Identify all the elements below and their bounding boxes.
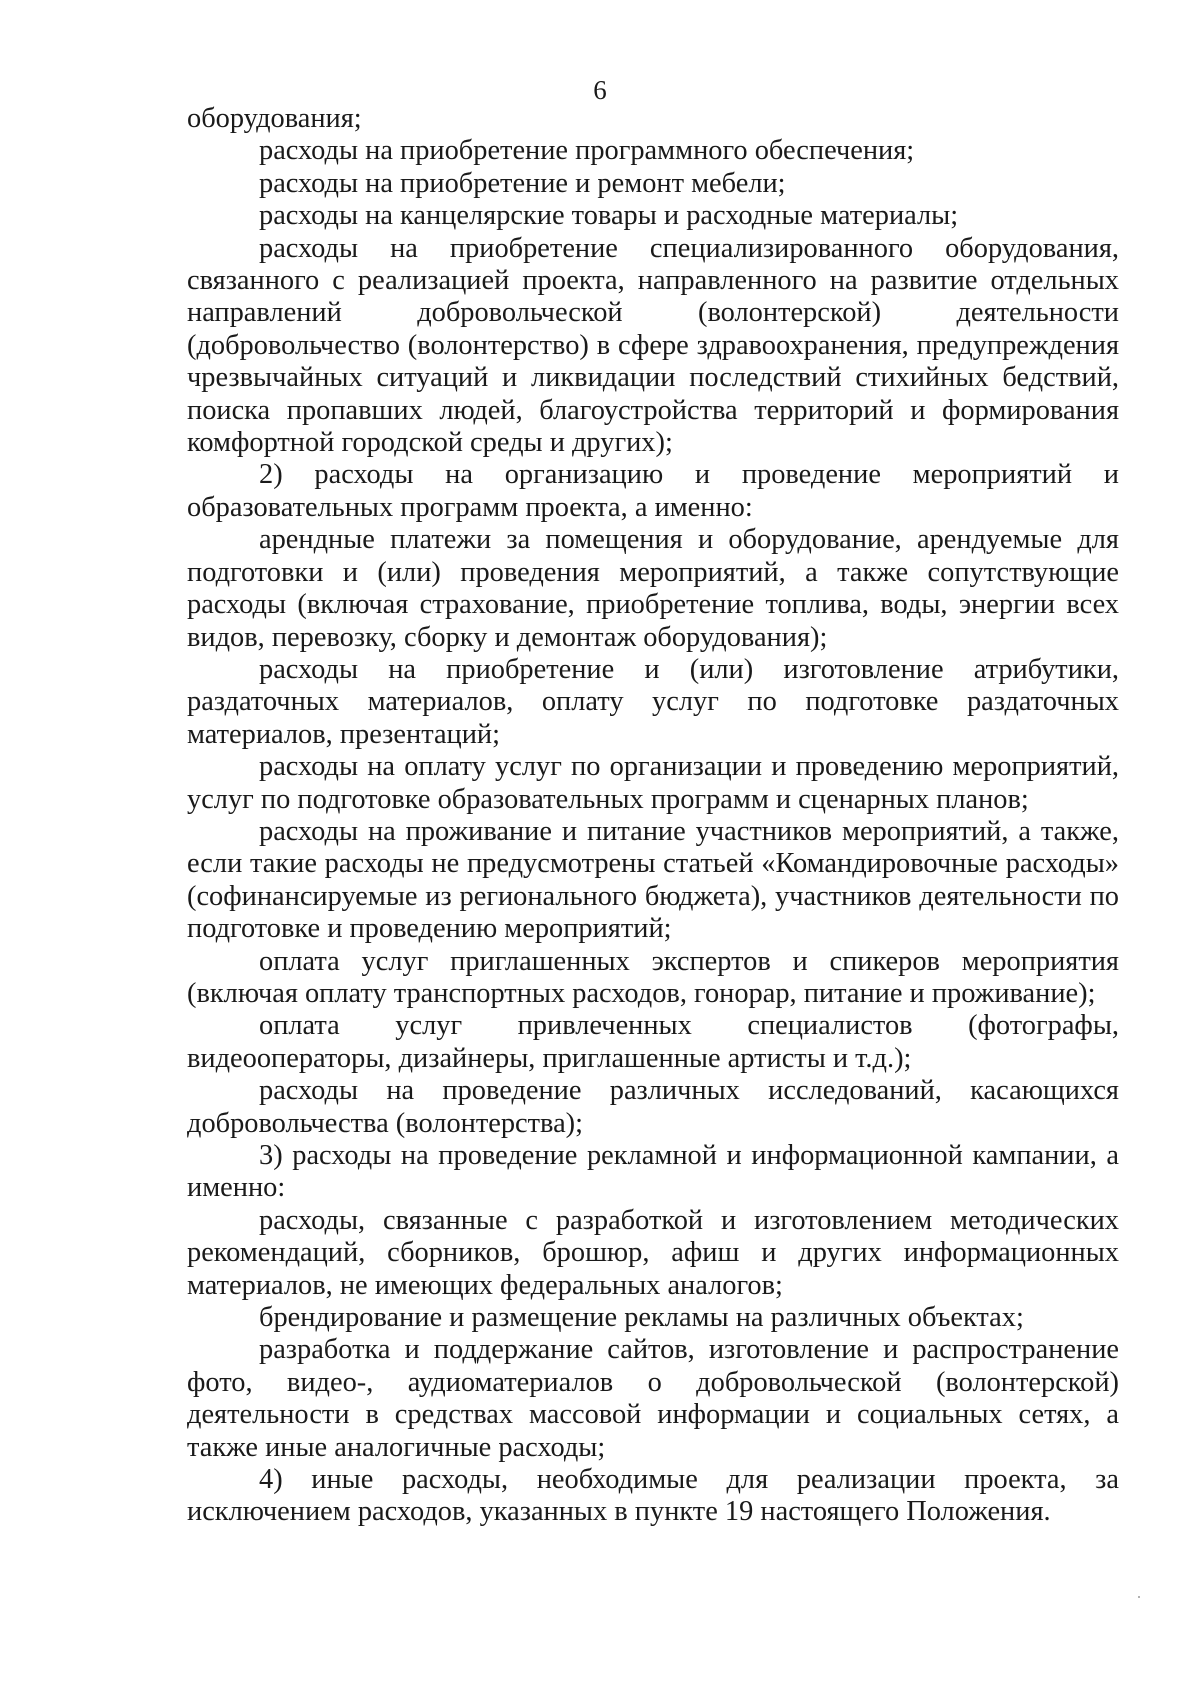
paragraph: 2) расходы на организацию и проведение мероприятий и образовательных программ проекта, а именно:: [187, 459, 1119, 523]
paragraph: оплата услуг привлеченных специалистов (фотографы, видеооператоры, дизайнеры, приглашенные артисты и т.д.);: [187, 1010, 1119, 1074]
paragraph: расходы на оплату услуг по организации и проведению мероприятий, услуг по подготовке образовательных программ и сценарных планов;: [187, 751, 1119, 815]
paragraph: оборудования;: [187, 103, 362, 134]
page-number: 6: [593, 75, 607, 105]
paragraph: расходы на проведение различных исследований, касающихся добровольчества (волонтерства);: [187, 1075, 1119, 1139]
paragraph: расходы на приобретение специализированного оборудования, связанного с реализацией проекта, направленного на развитие отдельных направлений добровольческой (волонтерской) деятельности (добровольчество (волонтерство) в сфере здравоохранения, предупреждения чрезвычайных ситуаций и ликвидации последствий стихийных бедствий, поиска пропавших людей, благоустройства территорий и формирования комфортной городской среды и других);: [187, 232, 1119, 459]
scan-speck: [1138, 1596, 1140, 1598]
paragraph: 4) иные расходы, необходимые для реализации проекта, за исключением расходов, указанных в пункте 19 настоящего Положения.: [187, 1464, 1119, 1528]
paragraph: арендные платежи за помещения и оборудование, арендуемые для подготовки и (или) проведения мероприятий, а также сопутствующие расходы (включая страхование, приобретение топлива, воды, энергии всех видов, перевозку, сборку и демонтаж оборудования);: [187, 524, 1119, 653]
paragraph: расходы на приобретение программного обеспечения;: [259, 135, 915, 167]
paragraph: расходы на приобретение и (или) изготовление атрибутики, раздаточных материалов, оплату услуг по подготовке раздаточных материалов, презентаций;: [187, 653, 1119, 750]
paragraph: оплата услуг приглашенных экспертов и спикеров мероприятия (включая оплату транспортных расходов, гонорар, питание и проживание);: [187, 945, 1119, 1009]
paragraph: разработка и поддержание сайтов, изготовление и распространение фото, видео-, аудиоматериалов о добровольческой (волонтерской) деятельности в средствах массовой информации и социальных сетях, а также иные аналогичные расходы;: [187, 1334, 1119, 1463]
paragraph: расходы, связанные с разработкой и изготовлением методических рекомендаций, сборников, брошюр, афиш и других информационных материалов, не имеющих федеральных аналогов;: [187, 1204, 1119, 1301]
paragraph: расходы на канцелярские товары и расходные материалы;: [259, 200, 959, 232]
document-body: [187, 103, 1119, 1529]
paragraph: расходы на приобретение и ремонт мебели;: [259, 167, 786, 199]
paragraph: брендирование и размещение рекламы на различных объектах;: [259, 1302, 1024, 1334]
paragraph: расходы на проживание и питание участников мероприятий, а также, если такие расходы не предусмотрены статьей «Командировочные расходы» (софинансируемые из регионального бюджета), участников деятельности по подготовке и проведению мероприятий;: [187, 815, 1119, 945]
paragraph: 3) расходы на проведение рекламной и информационной кампании, а именно:: [187, 1140, 1119, 1204]
